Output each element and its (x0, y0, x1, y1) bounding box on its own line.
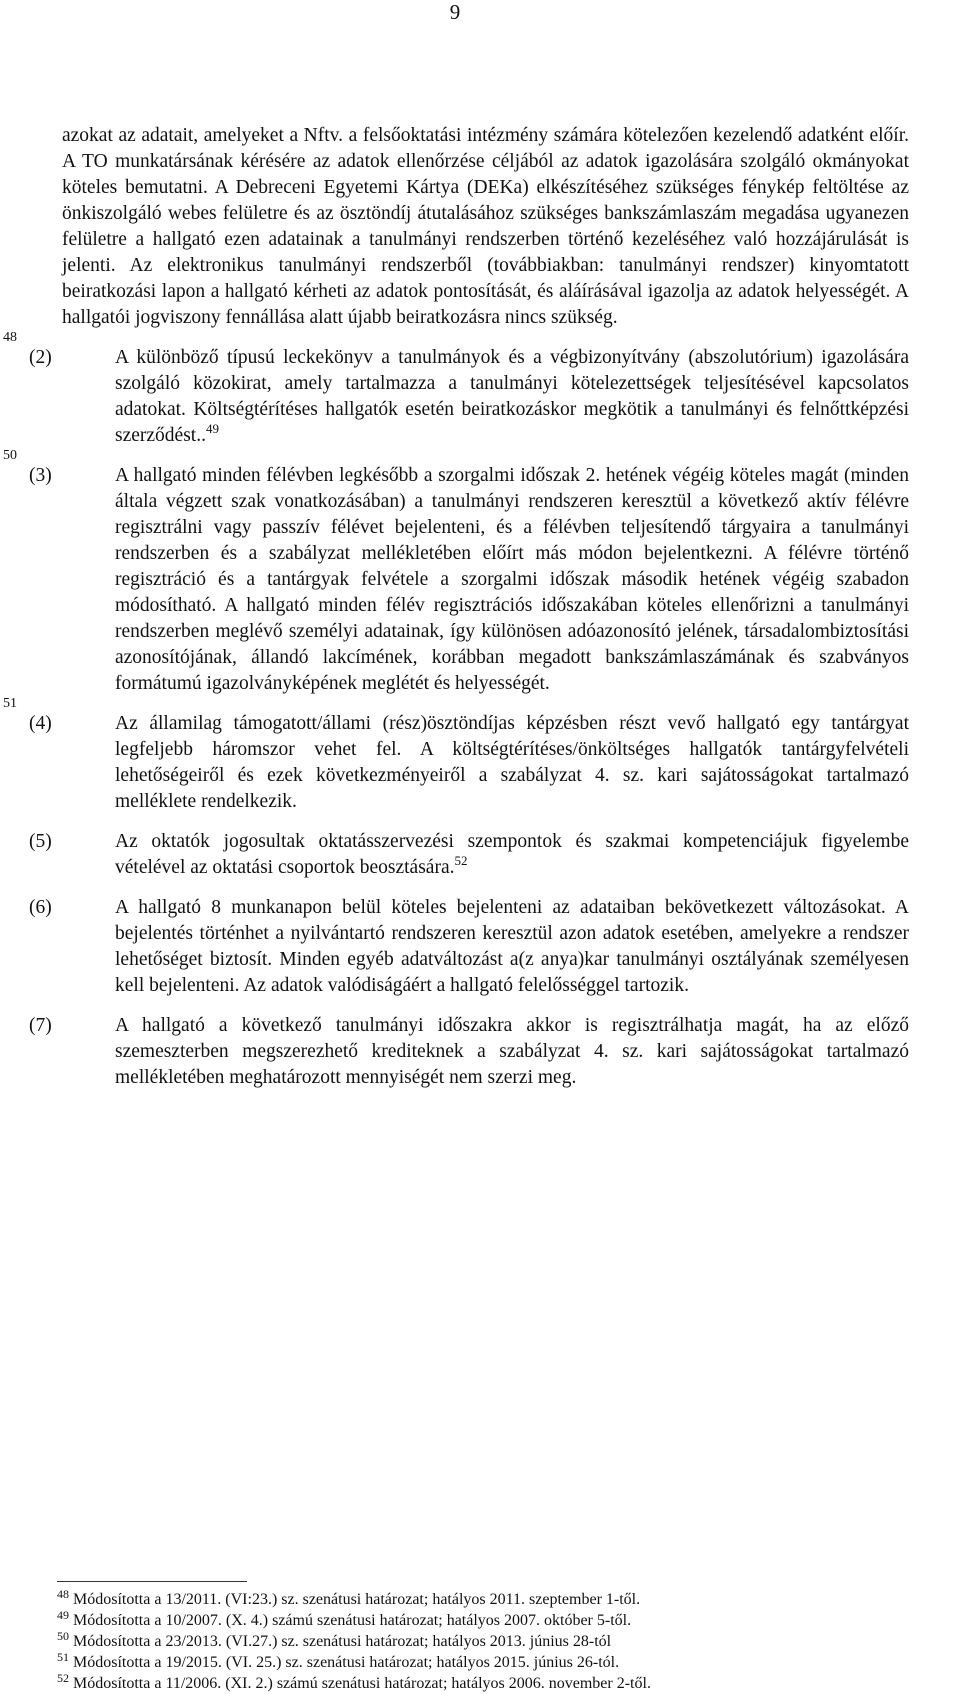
paragraph-marker: 50 (3) (57, 463, 115, 697)
footnote-ref[interactable]: 49 (205, 421, 219, 436)
footnote-51: $^{51}$ Módosította a 19/2015. (VI. 25.) sz. szenátusi határozat; hatályos 2015. június 26-tól. (57, 1650, 620, 1671)
paragraph-5 (29, 829, 909, 881)
footnote-separator (57, 1581, 247, 1582)
paragraph-number: (6) (29, 897, 52, 918)
paragraph-number: (4) (29, 713, 52, 734)
footnote-52: $^{52}$ Módosította a 11/2006. (XI. 2.) számú szenátusi határozat; hatályos 2006. november 2-től. (57, 1671, 651, 1692)
footnote-50: $^{50}$ Módosította a 23/2013. (VI.27.) sz. szenátusi határozat; hatályos 2013. június 28-tól (57, 1629, 612, 1650)
paragraph-text: A hallgató 8 munkanapon belül köteles bejelenteni az adataiban bekövetkezett változásokat. A bejelentés történhet a nyilvántartó rendszeren keresztül azon adatok esetében, amelyekre a rendszer lehetőséget biztosít. Minden egyéb adatváltozást a(z anya)kar tanulmányi osztályának személyesen kell bejelenteni. Az adatok valódiságáért a hallgató felelősséggel tartozik. (115, 897, 909, 996)
paragraph-marker: 51 (4) (57, 711, 115, 815)
paragraph-text: Az államilag támogatott/állami (rész)ösztöndíjas képzésben részt vevő hallgató egy tantárgyat legfeljebb háromszor vehet fel. A költségtérítéses/önköltséges hallgatók tantárgyfelvételi lehetőségeiről és ezek következményeiről a szabályzat 4. sz. kari sajátosságokat tartalmazó melléklete rendelkezik. (115, 713, 909, 812)
paragraph-marker (29, 1013, 115, 1091)
footnotes (57, 1589, 960, 1694)
paragraph-text: A hallgató a következő tanulmányi időszakra akkor is regisztrálhatja magát, ha az előző szemeszterben megszerezhető krediteknek a szabályzat 4. sz. kari sajátosságokat tartalmazó mellékletében meghatározott mennyiségét nem szerzi meg. (115, 1015, 909, 1088)
intro-paragraph: azokat az adatait, amelyeket a Nftv. a felsőoktatási intézmény számára kötelezően kezelendő adatként előír. A TO munkatársának kérésére az adatok ellenőrzése céljából az adatok igazolására szolgáló okmányokat köteles bemutatni. A Debreceni Egyetemi Kártya (DEKa) elkészítéséhez szükséges fénykép feltöltése az önkiszolgáló webes felületre és az ösztöndíj átutalásához szükséges bankszámlaszám megadása ugyanezen felületre a hallgató ezen adatainak a tanulmányi rendszerben történő kezeléséhez való hozzájárulását is jelenti. Az elektronikus tanulmányi rendszerből (továbbiakban: tanulmányi rendszer) kinyomtatott beiratkozási lapon a hallgató kérheti az adatok pontosítását, és aláírásával igazolja az adatok helyességét. A hallgatói jogviszony fennállása alatt újabb beiratkozásra nincs szükség. (62, 125, 909, 328)
page-number: 9 (449, 0, 461, 24)
footnote-48: $^{48}$ Módosította a 13/2011. (VI:23.) sz. szenátusi határozat; hatályos 2011. szeptember 1-től. (57, 1587, 641, 1608)
paragraph-number: (3) (29, 465, 52, 486)
paragraph-marker (29, 895, 115, 999)
footnote-number: 50 (57, 1629, 69, 1643)
paragraph-marker: 48 (2) (57, 345, 115, 449)
paragraph-number: (5) (29, 831, 52, 852)
paragraph-text: A különböző típusú leckekönyv a tanulmányok és a végbizonyítvány (abszolutórium) igazolására szolgáló közokirat, amely tartalmazza a tanulmányi kötelezettségek teljesítésével kapcsolatos adatokat. Költségtérítéses hallgatók esetén beiratkozáskor megkötik a tanulmányi és felnőttképzési szerződést..$^{49}$ (115, 347, 909, 446)
paragraph-2 (3, 330, 909, 449)
paragraph-marker (29, 829, 115, 881)
footnote-number: 51 (57, 1650, 69, 1664)
footnote-ref[interactable]: 52 (454, 853, 468, 868)
footnote-49: $^{49}$ Módosította a 10/2007. (X. 4.) számú szenátusi határozat; hatályos 2007. október 5-től. (57, 1608, 632, 1629)
paragraph-text: A hallgató minden félévben legkésőbb a szorgalmi időszak 2. hetének végéig köteles magát (minden általa végzett szak vonatkozásában) a tanulmányi rendszeren keresztül a következő aktív félévre regisztrálni vagy passzív félévet bejelenteni, és a félévben teljesítendő tárgyaira a tanulmányi rendszerben és a szabályzat mellékletében előírt más módon bejelentkezni. A félévre történő regisztráció és a tantárgyak felvétele a szorgalmi időszak második hetének végéig szabadon módosítható. A hallgató minden félév regisztrációs időszakában köteles ellenőrizni a tanulmányi rendszerben meglévő személyi adatainak, így különösen adóazonosító jelének, társadalombiztosítási azonosítójának, állandó lakcímének, korábban megadott bankszámlaszámának és szabványos formátumú igazolványképének meglétét és helyességét. (115, 465, 909, 694)
footnote-number: 48 (57, 1587, 69, 1601)
paragraph-3 (3, 448, 909, 697)
paragraph-text: Az oktatók jogosultak oktatásszervezési szempontok és szakmai kompetenciájuk figyelembe vételével az oktatási csoportok beosztására.$^{52}$ (115, 831, 909, 878)
footnote-number: 49 (57, 1608, 69, 1622)
document-body (3, 123, 909, 1692)
paragraph-number: (2) (29, 347, 52, 368)
paragraph-6 (29, 895, 909, 999)
paragraph-number: (7) (29, 1015, 52, 1036)
paragraph-7 (29, 1013, 909, 1091)
paragraph-4 (3, 696, 909, 815)
footnote-number: 52 (57, 1671, 69, 1685)
